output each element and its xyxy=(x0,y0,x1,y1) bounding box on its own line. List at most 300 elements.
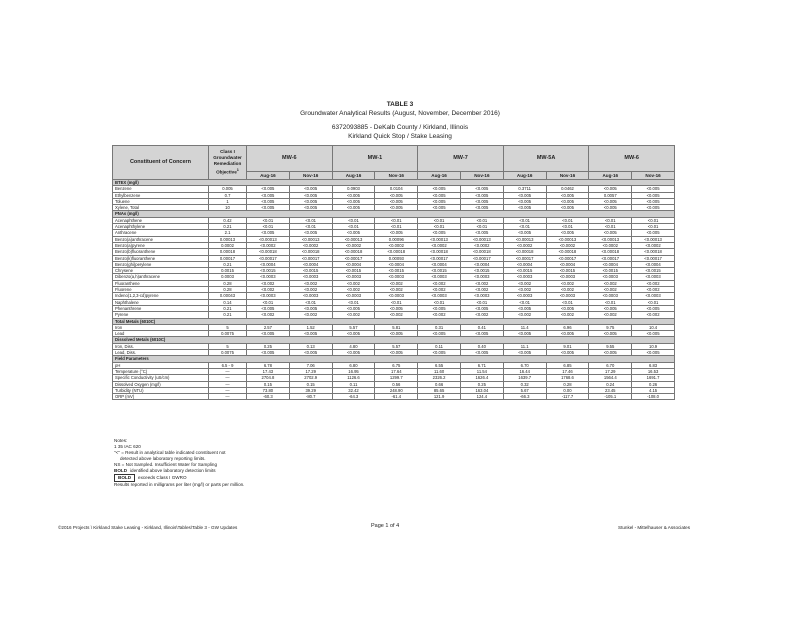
value-cell: <0.005 xyxy=(289,305,332,311)
constituent-cell: Anthracene xyxy=(113,230,209,236)
value-cell: <0.002 xyxy=(460,312,503,318)
value-cell: <0.01 xyxy=(247,217,290,223)
value-cell: <0.0002 xyxy=(632,242,675,248)
value-cell: <0.002 xyxy=(418,280,461,286)
note: BOLD identified above laboratory detection limits xyxy=(114,468,216,473)
value-cell: 0.28 xyxy=(546,381,589,387)
value-cell: <0.002 xyxy=(589,280,632,286)
value-cell: <0.005 xyxy=(247,331,290,337)
value-cell: <0.002 xyxy=(589,287,632,293)
value-cell: <0.005 xyxy=(503,350,546,356)
value-cell: <0.005 xyxy=(632,305,675,311)
value-cell: -60.3 xyxy=(247,394,290,400)
value-cell: <0.0004 xyxy=(589,261,632,267)
value-cell: 1126.6 xyxy=(332,375,375,381)
constituent-cell: ORP (mV) xyxy=(113,394,209,400)
value-cell: <0.002 xyxy=(546,280,589,286)
value-cell: <0.002 xyxy=(332,287,375,293)
value-cell: 1768.6 xyxy=(546,375,589,381)
value-cell: <0.01 xyxy=(247,299,290,305)
objective-cell: 0.28 xyxy=(209,287,247,293)
objective-cell: 0.005 xyxy=(209,186,247,192)
value-cell: 1691.7 xyxy=(632,375,675,381)
constituent-cell: Chrysene xyxy=(113,268,209,274)
value-cell: <0.0003 xyxy=(247,293,290,299)
objective-cell: 0.0075 xyxy=(209,331,247,337)
value-cell: <0.005 xyxy=(418,305,461,311)
value-cell: <0.005 xyxy=(460,186,503,192)
value-cell: <0.0004 xyxy=(375,261,418,267)
objective-cell: 2.1 xyxy=(209,230,247,236)
value-cell: <0.002 xyxy=(546,287,589,293)
constituent-cell: Pyrene xyxy=(113,312,209,318)
constituent-cell: Benzo(a)anthracene xyxy=(113,236,209,242)
value-cell: <0.005 xyxy=(418,350,461,356)
value-cell: <0.005 xyxy=(546,230,589,236)
value-cell: -117.7 xyxy=(546,394,589,400)
value-cell: <0.002 xyxy=(418,312,461,318)
value-cell: <0.01 xyxy=(247,224,290,230)
value-cell: <0.005 xyxy=(503,305,546,311)
value-cell: <0.002 xyxy=(460,287,503,293)
value-cell: <0.005 xyxy=(289,198,332,204)
value-cell: -108.0 xyxy=(632,394,675,400)
results-table xyxy=(112,145,675,400)
value-cell: <0.01 xyxy=(418,224,461,230)
objective-cell: 0.21 xyxy=(209,312,247,318)
value-cell: 0.0057 xyxy=(589,192,632,198)
value-cell: 4.15 xyxy=(632,387,675,393)
value-cell: <0.005 xyxy=(247,230,290,236)
value-cell: <0.0015 xyxy=(546,268,589,274)
value-cell: 0.0462 xyxy=(546,186,589,192)
value-cell: <0.00018 xyxy=(546,249,589,255)
boxed-label: BOLD xyxy=(114,474,135,482)
value-cell: 6.83 xyxy=(632,362,675,368)
constituent-cell: Fluoranthene xyxy=(113,280,209,286)
value-cell: <0.002 xyxy=(632,280,675,286)
note: NS = Not Sampled. Insufficient Water for Sampling xyxy=(114,462,218,467)
value-cell: <0.002 xyxy=(546,312,589,318)
value-cell: <0.0004 xyxy=(546,261,589,267)
value-cell: <0.002 xyxy=(375,280,418,286)
value-cell: <0.01 xyxy=(460,299,503,305)
value-cell: 23.45 xyxy=(589,387,632,393)
value-cell: 0.11 xyxy=(418,343,461,349)
project-line: 6372093885 - DeKalb County / Kirkland, Illinois xyxy=(331,124,469,131)
value-cell: 0.15 xyxy=(247,381,290,387)
value-cell: <0.0015 xyxy=(632,268,675,274)
value-cell: <0.002 xyxy=(289,312,332,318)
value-cell: <0.00017 xyxy=(460,255,503,261)
value-cell: <0.005 xyxy=(460,192,503,198)
value-cell: <0.00017 xyxy=(546,255,589,261)
objective-cell: 0.14 xyxy=(209,299,247,305)
value-cell: <0.005 xyxy=(589,230,632,236)
value-cell: <0.002 xyxy=(632,287,675,293)
value-cell: <0.0004 xyxy=(460,261,503,267)
date-header: Aug-16 xyxy=(589,172,632,180)
footer-company: Stunkel - Mittelhauser & Associates xyxy=(618,525,691,530)
value-cell: <0.01 xyxy=(289,224,332,230)
value-cell: <0.0002 xyxy=(289,242,332,248)
value-cell: 0.24 xyxy=(589,381,632,387)
well-header: MW-6 xyxy=(247,146,333,172)
value-cell: 1299.7 xyxy=(375,375,418,381)
value-cell: <0.01 xyxy=(418,299,461,305)
value-cell: 11.4 xyxy=(503,324,546,330)
value-cell: 6.85 xyxy=(546,362,589,368)
note: detected above laboratory reporting limits. xyxy=(120,456,206,461)
date-header: Aug-16 xyxy=(418,172,461,180)
value-cell: <0.005 xyxy=(589,186,632,192)
value-cell: <0.00013 xyxy=(418,236,461,242)
value-cell: <0.01 xyxy=(375,217,418,223)
value-cell: <0.00018 xyxy=(632,249,675,255)
value-cell: -105.1 xyxy=(589,394,632,400)
value-cell: <0.00013 xyxy=(332,236,375,242)
value-cell: <0.005 xyxy=(247,192,290,198)
value-cell: <0.005 xyxy=(289,230,332,236)
value-cell: <0.005 xyxy=(632,192,675,198)
value-cell: <0.01 xyxy=(589,299,632,305)
value-cell: <0.0003 xyxy=(546,293,589,299)
value-cell: <0.01 xyxy=(589,217,632,223)
value-cell: <0.00013 xyxy=(460,236,503,242)
value-cell: <0.005 xyxy=(375,331,418,337)
value-cell: <0.005 xyxy=(332,350,375,356)
value-cell: <0.005 xyxy=(289,186,332,192)
value-cell: 10.4 xyxy=(632,324,675,330)
value-cell: 17.29 xyxy=(589,368,632,374)
value-cell: <0.0004 xyxy=(632,261,675,267)
value-cell: <0.00013 xyxy=(289,236,332,242)
value-cell: <0.0003 xyxy=(503,274,546,280)
value-cell: 6.78 xyxy=(247,362,290,368)
objective-cell: 0.00043 xyxy=(209,293,247,299)
value-cell: <0.005 xyxy=(589,350,632,356)
value-cell: 10.9 xyxy=(632,343,675,349)
value-cell: <0.0002 xyxy=(418,242,461,248)
objective-cell: 0.42 xyxy=(209,217,247,223)
value-cell: 16.53 xyxy=(632,368,675,374)
value-cell: <0.0003 xyxy=(503,293,546,299)
value-cell: 0.00093 xyxy=(375,255,418,261)
value-cell: <0.00018 xyxy=(418,249,461,255)
section-label: PNAs (mg/l) xyxy=(113,211,675,217)
value-cell: <0.01 xyxy=(632,224,675,230)
value-cell: <0.005 xyxy=(503,230,546,236)
value-cell: <0.005 xyxy=(247,350,290,356)
value-cell: 17.43 xyxy=(247,368,290,374)
value-cell: 0.11 xyxy=(332,381,375,387)
value-cell: <0.005 xyxy=(632,205,675,211)
value-cell: <0.005 xyxy=(632,331,675,337)
value-cell: <0.00017 xyxy=(418,255,461,261)
value-cell: -64.3 xyxy=(332,394,375,400)
constituent-cell: Ethylbenzene xyxy=(113,192,209,198)
value-cell: <0.00013 xyxy=(632,236,675,242)
value-cell: 248.90 xyxy=(375,387,418,393)
value-cell: 6.70 xyxy=(589,362,632,368)
value-cell: <0.002 xyxy=(247,312,290,318)
objective-cell: 0.00017 xyxy=(209,255,247,261)
objective-cell: 1 xyxy=(209,198,247,204)
value-cell: <0.005 xyxy=(589,305,632,311)
value-cell: 0.13 xyxy=(289,343,332,349)
constituent-cell: Toluene xyxy=(113,198,209,204)
value-cell: <0.01 xyxy=(375,299,418,305)
value-cell: <0.005 xyxy=(503,198,546,204)
value-cell: <0.01 xyxy=(589,224,632,230)
value-cell: <0.00017 xyxy=(289,255,332,261)
value-cell: <0.01 xyxy=(332,217,375,223)
value-cell: <0.0002 xyxy=(503,242,546,248)
section-label: Dissolved Metals (6010C) xyxy=(113,337,675,343)
date-header: Aug-16 xyxy=(247,172,290,180)
value-cell: <0.002 xyxy=(632,312,675,318)
constituent-cell: Dibenzo(a,h)anthracene xyxy=(113,274,209,280)
objective-cell: 0.0075 xyxy=(209,350,247,356)
value-cell: 6.55 xyxy=(418,362,461,368)
value-cell: <0.0003 xyxy=(418,274,461,280)
value-cell: <0.005 xyxy=(503,205,546,211)
value-cell: 0.25 xyxy=(247,343,290,349)
well-header: MW-1 xyxy=(332,146,418,172)
value-cell: <0.0003 xyxy=(289,274,332,280)
value-cell: <0.005 xyxy=(332,230,375,236)
value-cell: 11.60 xyxy=(418,368,461,374)
value-cell: <0.005 xyxy=(546,192,589,198)
value-cell: 1.52 xyxy=(289,324,332,330)
value-cell: <0.002 xyxy=(418,287,461,293)
value-cell: 2702.9 xyxy=(289,375,332,381)
date-header: Aug-16 xyxy=(503,172,546,180)
value-cell: <0.0003 xyxy=(589,293,632,299)
value-cell: <0.00017 xyxy=(632,255,675,261)
objective-header: Class I Groundwater Remediation Objective$^1$ xyxy=(209,146,247,180)
value-cell: <0.005 xyxy=(503,192,546,198)
value-cell: <0.0003 xyxy=(289,293,332,299)
value-cell: 7.06 xyxy=(289,362,332,368)
value-cell: <0.0003 xyxy=(247,274,290,280)
value-cell: <0.005 xyxy=(375,192,418,198)
value-cell: 0.0903 xyxy=(332,186,375,192)
value-cell: 0.00 xyxy=(546,387,589,393)
value-cell: <0.0015 xyxy=(589,268,632,274)
note: Results reported in milligrams per liter (mg/l) or parts per million. xyxy=(114,482,245,487)
value-cell: 4.80 xyxy=(332,343,375,349)
table-title: Groundwater Analytical Results (August, November, December 2016) xyxy=(300,110,500,117)
value-cell: <0.00018 xyxy=(503,249,546,255)
results-body xyxy=(113,180,675,400)
value-cell: 9.75 xyxy=(589,324,632,330)
objective-cell: 0.7 xyxy=(209,192,247,198)
value-cell: 0.31 xyxy=(418,324,461,330)
value-cell: <0.01 xyxy=(546,299,589,305)
constituent-cell: pH xyxy=(113,362,209,368)
value-cell: <0.0004 xyxy=(503,261,546,267)
value-cell: <0.0003 xyxy=(418,293,461,299)
value-cell: <0.01 xyxy=(632,217,675,223)
value-cell: <0.002 xyxy=(289,287,332,293)
value-cell: <0.00018 xyxy=(589,249,632,255)
value-cell: <0.0003 xyxy=(375,293,418,299)
value-cell: <0.002 xyxy=(589,312,632,318)
value-cell: <0.00018 xyxy=(247,249,290,255)
value-cell: <0.002 xyxy=(247,280,290,286)
objective-cell: — xyxy=(209,368,247,374)
value-cell: <0.0015 xyxy=(460,268,503,274)
value-cell: <0.005 xyxy=(546,331,589,337)
site-subtitle: Kirkland Quick Stop / Stake Leasing xyxy=(348,133,452,140)
value-cell: <0.0015 xyxy=(247,268,290,274)
value-cell: <0.01 xyxy=(503,217,546,223)
value-cell: 17.64 xyxy=(375,368,418,374)
constituent-cell: Dissolved Oxygen (mg/l) xyxy=(113,381,209,387)
value-cell: <0.00018 xyxy=(332,249,375,255)
well-header: MW-6 xyxy=(589,146,675,172)
value-cell: <0.005 xyxy=(375,350,418,356)
value-cell: 1564.4 xyxy=(589,375,632,381)
value-cell: <0.005 xyxy=(546,198,589,204)
value-cell: 0.56 xyxy=(375,381,418,387)
value-cell: <0.0003 xyxy=(332,293,375,299)
value-cell: 124.4 xyxy=(460,394,503,400)
value-cell: <0.005 xyxy=(332,205,375,211)
value-cell: <0.0004 xyxy=(332,261,375,267)
constituent-cell: Temperature (°C) xyxy=(113,368,209,374)
constituent-cell: Acenaphthene xyxy=(113,217,209,223)
constituent-cell: Acenaphthylene xyxy=(113,224,209,230)
value-cell: 5.57 xyxy=(375,343,418,349)
constituent-cell: Benzo(b)fluoranthene xyxy=(113,249,209,255)
value-cell: 17.29 xyxy=(289,368,332,374)
value-cell: <0.0003 xyxy=(632,274,675,280)
value-cell: 16.95 xyxy=(332,368,375,374)
constituent-header: Constituent of Concern xyxy=(113,146,209,180)
value-cell: 1626.4 xyxy=(460,375,503,381)
value-cell: <0.005 xyxy=(503,331,546,337)
value-cell: <0.005 xyxy=(546,305,589,311)
value-cell: <0.005 xyxy=(332,305,375,311)
value-cell: <0.00017 xyxy=(247,255,290,261)
value-cell: <0.005 xyxy=(460,198,503,204)
value-cell: <0.005 xyxy=(375,230,418,236)
value-cell: <0.0015 xyxy=(503,268,546,274)
value-cell: <0.005 xyxy=(460,230,503,236)
value-cell: 5.67 xyxy=(503,387,546,393)
value-cell: <0.005 xyxy=(546,205,589,211)
value-cell: 0.32 xyxy=(503,381,546,387)
value-cell: <0.005 xyxy=(375,305,418,311)
objective-cell: 0.0003 xyxy=(209,274,247,280)
value-cell: -80.7 xyxy=(289,394,332,400)
objective-cell: 0.21 xyxy=(209,224,247,230)
objective-cell: 10 xyxy=(209,205,247,211)
value-cell: <0.01 xyxy=(460,224,503,230)
constituent-cell: Turbidity (NTU) xyxy=(113,387,209,393)
objective-cell: 0.28 xyxy=(209,280,247,286)
value-cell: <0.00017 xyxy=(503,255,546,261)
value-cell: <0.005 xyxy=(247,198,290,204)
value-cell: <0.0004 xyxy=(289,261,332,267)
value-cell: <0.005 xyxy=(332,331,375,337)
constituent-cell: Lead, Diss. xyxy=(113,350,209,356)
objective-cell: 0.0015 xyxy=(209,268,247,274)
value-cell: <0.002 xyxy=(332,280,375,286)
constituent-cell: Benzo(a)pyrene xyxy=(113,242,209,248)
value-cell: <0.005 xyxy=(289,205,332,211)
value-cell: <0.0003 xyxy=(460,293,503,299)
objective-cell: 6.5 - 9 xyxy=(209,362,247,368)
value-cell: <0.0002 xyxy=(375,242,418,248)
value-cell: <0.0003 xyxy=(546,274,589,280)
value-cell: <0.01 xyxy=(375,224,418,230)
value-cell: <0.0015 xyxy=(375,268,418,274)
constituent-cell: Naphthalene xyxy=(113,299,209,305)
value-cell: <0.005 xyxy=(460,305,503,311)
well-header: MW-7 xyxy=(418,146,504,172)
value-cell: 121.9 xyxy=(418,394,461,400)
value-cell: <0.002 xyxy=(503,280,546,286)
value-cell: 0.26 xyxy=(632,381,675,387)
date-header: Nov-16 xyxy=(632,172,675,180)
value-cell: <0.0003 xyxy=(632,293,675,299)
value-cell: 11.1 xyxy=(503,343,546,349)
objective-cell: 5 xyxy=(209,324,247,330)
value-cell: <0.002 xyxy=(460,280,503,286)
value-cell: 2.57 xyxy=(247,324,290,330)
value-cell: <0.002 xyxy=(375,287,418,293)
date-header: Nov-16 xyxy=(375,172,418,180)
value-cell: <0.0003 xyxy=(460,274,503,280)
value-cell: <0.00018 xyxy=(460,249,503,255)
value-cell: 9.01 xyxy=(546,343,589,349)
value-cell: <0.01 xyxy=(503,224,546,230)
objective-cell: — xyxy=(209,381,247,387)
value-cell: <0.005 xyxy=(460,350,503,356)
value-cell: <0.005 xyxy=(247,205,290,211)
value-cell: <0.00013 xyxy=(503,236,546,242)
value-cell: <0.005 xyxy=(289,350,332,356)
value-cell: 6.71 xyxy=(460,362,503,368)
value-cell: <0.01 xyxy=(460,217,503,223)
value-cell: <0.002 xyxy=(332,312,375,318)
footer-path: ©2016 Projects \ Kirkland Stake Leasing - Kirkland, Illinois\Tables\Table 3 - GW Updates xyxy=(58,525,238,530)
date-header: Nov-16 xyxy=(546,172,589,180)
value-cell: -66.3 xyxy=(503,394,546,400)
constituent-cell: Indeno(1,2,3-cd)pyrene xyxy=(113,293,209,299)
value-cell: -61.4 xyxy=(375,394,418,400)
value-cell: <0.005 xyxy=(418,198,461,204)
value-cell: <0.0002 xyxy=(589,242,632,248)
value-cell: 6.96 xyxy=(546,324,589,330)
value-cell: 2326.2 xyxy=(418,375,461,381)
value-cell: <0.0003 xyxy=(589,274,632,280)
value-cell: <0.01 xyxy=(546,224,589,230)
constituent-cell: Benzo(ghi)perylene xyxy=(113,261,209,267)
value-cell: <0.01 xyxy=(503,299,546,305)
section-label: Total Metals (6010C) xyxy=(113,318,675,324)
value-cell: <0.005 xyxy=(418,331,461,337)
value-cell: 1639.7 xyxy=(503,375,546,381)
value-cell: 6.80 xyxy=(332,362,375,368)
value-cell: 163.04 xyxy=(460,387,503,393)
value-cell: 6.70 xyxy=(503,362,546,368)
constituent-cell: Specific Conductivity (uS/cm) xyxy=(113,375,209,381)
value-cell: <0.005 xyxy=(247,305,290,311)
